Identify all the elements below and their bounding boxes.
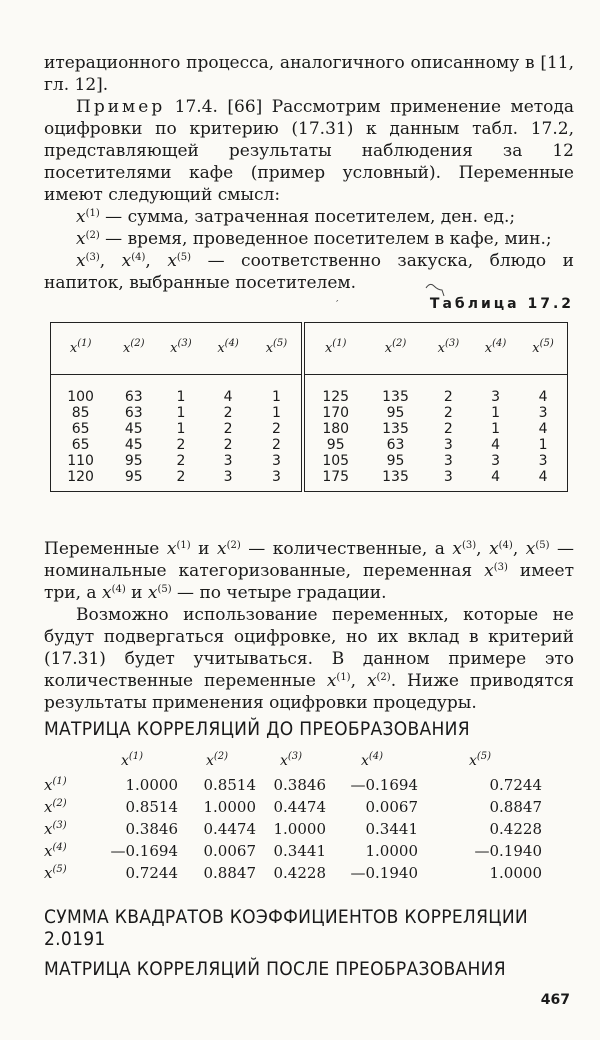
table-cell: 1 <box>176 389 186 405</box>
discussion-block <box>44 538 574 740</box>
corr-cell: —0.1694 <box>110 842 178 860</box>
corr-cell: 0.4474 <box>203 820 256 838</box>
table-cell: 3 <box>443 469 453 485</box>
corr-cell: 0.3441 <box>365 820 418 838</box>
corr-row <box>44 774 542 796</box>
table-cell: 3 <box>271 469 281 485</box>
paragraph-variables: Переменные $x^{(1)}$ и $x^{(2)}$ — количественные, а $x^{(3)}$, $x^{(4)}$, $x^{(5)}$ — номинальные категоризованные, переменная $x^{(3)}$ имеет три, а $x^{(4)}$ и $x^{(5)}$ — по четыре градации. <box>44 539 574 603</box>
correlation-matrix <box>44 748 542 884</box>
table-cell: 4 <box>519 375 567 406</box>
table-cell: 3 <box>491 389 500 405</box>
corr-cell: 0.3846 <box>273 776 326 794</box>
corr-cell: 0.8514 <box>125 798 178 816</box>
table-cell: 95 <box>386 453 405 469</box>
corr-col-header: $x^{(2)}$ <box>205 751 229 769</box>
table-cell: 3 <box>223 469 233 485</box>
var-2-line: $x^{(2)}$ — время, проведенное посетителем в кафе, мин.; <box>76 229 552 249</box>
table-cell: 45 <box>124 421 143 437</box>
table-cell: 4 <box>491 469 500 485</box>
corr-row <box>44 796 542 818</box>
corr-cell: 0.0067 <box>203 842 256 860</box>
col-header: $x^{(4)}$ <box>217 338 239 356</box>
table-cell: 2 <box>443 421 453 437</box>
table-cell: 180 <box>303 421 366 437</box>
corr-row-label: $x^{(4)}$ <box>44 842 67 860</box>
table-cell: 2 <box>223 405 233 421</box>
table-cell: 95 <box>386 405 405 421</box>
corr-col-header: $x^{(3)}$ <box>279 751 303 769</box>
table-cell: 175 <box>303 469 366 492</box>
corr-row <box>44 818 542 840</box>
col-header: $x^{(5)}$ <box>265 338 288 356</box>
heading-matrix-after: МАТРИЦА КОРРЕЛЯЦИЙ ПОСЛЕ ПРЕОБРАЗОВАНИЯ <box>44 958 506 980</box>
table-cell: 2 <box>223 437 233 453</box>
corr-cell: —0.1940 <box>474 842 542 860</box>
table-cell: 135 <box>382 469 409 485</box>
body-text <box>44 52 574 294</box>
table-cell: 95 <box>303 437 366 453</box>
table-cell: 125 <box>303 375 366 406</box>
table-cell: 2 <box>271 421 281 437</box>
table-cell: 3 <box>443 453 453 469</box>
col-header: $x^{(3)}$ <box>437 338 460 356</box>
table-cell: 2 <box>176 437 186 453</box>
col-header: $x^{(2)}$ <box>123 338 145 356</box>
table-cell: 1 <box>176 405 186 421</box>
table-caption: Таблица 17.2 <box>429 296 574 312</box>
table-row <box>51 453 568 469</box>
col-header: $x^{(5)}$ <box>519 323 567 375</box>
var-345-line: $x^{(3)}$, $x^{(4)}$, $x^{(5)}$ — соответственно закуска, блюдо и напиток, выбранные посетителем. <box>44 251 574 293</box>
heading-sum-squares: СУММА КВАДРАТОВ КОЭФФИЦИЕНТОВ КОРРЕЛЯЦИИ 2.0191 <box>44 906 529 950</box>
table-cell: 4 <box>223 389 233 405</box>
table-cell: 135 <box>382 389 409 405</box>
table-cell: 4 <box>519 421 567 437</box>
table-cell: 2 <box>271 437 281 453</box>
table-cell: 2 <box>176 469 186 485</box>
table-cell: 95 <box>124 453 143 469</box>
corr-header-row <box>44 748 542 774</box>
table-cell: 65 <box>51 421 111 437</box>
table-cell: 4 <box>519 469 567 492</box>
table-cell: 105 <box>303 453 366 469</box>
table-row <box>51 469 568 492</box>
table-cell: 170 <box>303 405 366 421</box>
corr-cell: 0.4228 <box>489 820 542 838</box>
table-cell: 3 <box>223 453 233 469</box>
table-cell: 1 <box>176 421 186 437</box>
corr-cell: 0.0067 <box>365 798 418 816</box>
col-header: $x^{(1)}$ <box>303 323 366 375</box>
table-cell: 65 <box>51 437 111 453</box>
corr-col-header: $x^{(1)}$ <box>120 751 144 769</box>
table-cell: 63 <box>386 437 405 453</box>
corr-cell: 0.8847 <box>489 798 542 816</box>
col-header: $x^{(2)}$ <box>384 338 407 356</box>
table-row <box>51 405 568 421</box>
corr-row-label: $x^{(1)}$ <box>44 776 67 794</box>
corr-cell: 0.8514 <box>203 776 256 794</box>
col-header: $x^{(4)}$ <box>484 338 507 356</box>
corr-cell: 1.0000 <box>489 864 542 882</box>
table-row <box>51 375 568 406</box>
corr-cell: 0.4474 <box>273 798 326 816</box>
table-cell: 120 <box>51 469 111 492</box>
table-cell: 3 <box>271 453 281 469</box>
example-label: Пример <box>76 97 166 117</box>
table-row <box>51 421 568 437</box>
paragraph-continuation: итерационного процесса, аналогичного описанному в [11, гл. 12]. <box>44 53 574 95</box>
margin-mark: ′ <box>336 298 339 311</box>
corr-row-label: $x^{(3)}$ <box>44 820 67 838</box>
col-header: $x^{(1)}$ <box>51 323 111 375</box>
corr-cell: 0.7244 <box>125 864 178 882</box>
table-cell: 63 <box>124 389 143 405</box>
table-cell: 45 <box>124 437 143 453</box>
table-cell: 110 <box>51 453 111 469</box>
table-cell: 1 <box>519 437 567 453</box>
page-number: 467 <box>540 992 570 1008</box>
table-cell: 3 <box>443 437 453 453</box>
corr-col-header: $x^{(5)}$ <box>468 751 492 769</box>
table-cell: 95 <box>124 469 143 485</box>
results-headings <box>44 906 584 980</box>
table-cell: 1 <box>271 405 281 421</box>
table-cell: 3 <box>491 453 500 469</box>
table-cell: 1 <box>271 389 281 405</box>
corr-cell: 1.0000 <box>273 820 326 838</box>
table-cell: 2 <box>176 453 186 469</box>
table-cell: 135 <box>382 421 409 437</box>
corr-row <box>44 840 542 862</box>
table-row <box>51 437 568 453</box>
corr-row <box>44 862 542 884</box>
table-cell: 63 <box>124 405 143 421</box>
table-cell: 85 <box>51 405 111 421</box>
corr-col-header: $x^{(4)}$ <box>360 751 384 769</box>
corr-cell: 0.8847 <box>203 864 256 882</box>
corr-cell: —0.1694 <box>350 776 418 794</box>
observations-table <box>50 322 568 492</box>
corr-cell: 0.7244 <box>489 776 542 794</box>
col-header: $x^{(3)}$ <box>170 338 192 356</box>
table-cell: 3 <box>519 405 567 421</box>
corr-cell: 0.4228 <box>273 864 326 882</box>
table-cell: 3 <box>519 453 567 469</box>
corr-cell: 1.0000 <box>365 842 418 860</box>
paragraph-example <box>44 96 574 206</box>
paragraph-method: Возможно использование переменных, которые не будут подвергаться оцифровке, но их вклад в критерий (17.31) будет учитываться. В данном примере это количественные переменные $x^{(1)}$, $x^{(2)}$. Ниже приводятся результаты применения оцифровки процедуры. <box>44 605 575 713</box>
table-header-row <box>51 323 568 375</box>
corr-cell: —0.1940 <box>350 864 418 882</box>
corr-cell: 1.0000 <box>125 776 178 794</box>
corr-row-label: $x^{(5)}$ <box>44 864 67 882</box>
table-cell: 2 <box>223 421 233 437</box>
table-cell: 4 <box>491 437 500 453</box>
corr-row-label: $x^{(2)}$ <box>44 798 67 816</box>
corr-cell: 0.3846 <box>125 820 178 838</box>
table-cell: 2 <box>443 389 453 405</box>
heading-matrix-before: МАТРИЦА КОРРЕЛЯЦИЙ ДО ПРЕОБРАЗОВАНИЯ <box>44 718 470 740</box>
example-text: 17.4. [66] Рассмотрим применение метода оцифровки по критерию (17.31) к данным табл. 17.2, представляющей результаты наблюдения за 12 посетителями кафе (пример условный). Переменные имеют следующий смысл: <box>44 97 574 205</box>
table-cell: 100 <box>51 375 111 406</box>
corr-cell: 1.0000 <box>203 798 256 816</box>
var-1-line: $x^{(1)}$ — сумма, затраченная посетителем, ден. ед.; <box>76 207 516 227</box>
table-cell: 1 <box>491 421 500 437</box>
table-cell: 1 <box>491 405 500 421</box>
corr-cell: 0.3441 <box>273 842 326 860</box>
table-cell: 2 <box>443 405 453 421</box>
